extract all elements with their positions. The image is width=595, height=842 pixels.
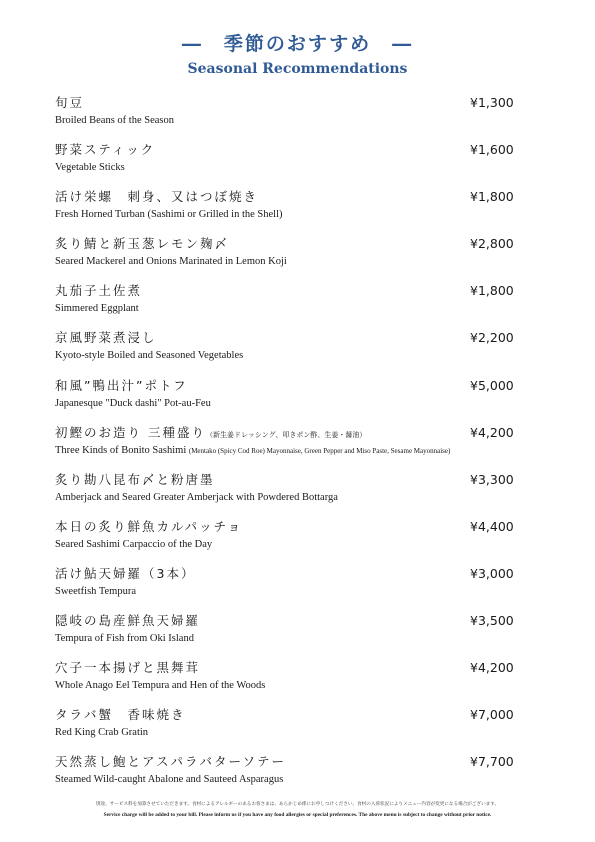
item-price: ¥3,000: [470, 565, 514, 581]
item-price: ¥7,000: [470, 707, 514, 723]
menu-item-anago-tempura: [54, 659, 546, 706]
item-name-jp: 穴子一本揚げと黒舞茸: [55, 660, 201, 676]
menu-footer: [0, 800, 595, 821]
item-name-jp: 隠岐の島産鮮魚天婦羅: [55, 613, 201, 629]
menu-item-oki-tempura: [54, 612, 546, 659]
item-price: ¥1,800: [470, 189, 514, 205]
item-name-jp: 炙り鯖と新玉葱レモン麹〆: [55, 236, 230, 252]
item-name-jp: タラバ蟹 香味焼き: [55, 707, 186, 723]
item-name-jp: 和風”鴨出汁”ポトフ: [55, 377, 188, 393]
item-price: ¥2,800: [470, 236, 514, 252]
item-name-en: Vegetable Sticks: [55, 162, 125, 174]
item-price: ¥4,200: [470, 424, 514, 440]
menu-item-abalone: [54, 753, 546, 800]
item-price: ¥1,300: [470, 95, 514, 110]
item-price: ¥3,300: [470, 471, 514, 487]
item-name-en: Red King Crab Gratin: [55, 727, 149, 739]
menu-item-king-crab: [54, 706, 546, 753]
item-price: ¥7,700: [470, 754, 514, 770]
item-name-jp: 本日の炙り鮮魚カルパッチョ: [55, 518, 243, 534]
item-name-en: Tempura of Fish from Oki Island: [55, 633, 194, 645]
menu-item-carpaccio: [54, 518, 546, 565]
menu-item-vegetable-sticks: [54, 141, 546, 188]
menu-item-beans: [54, 94, 546, 141]
item-name-en: Kyoto-style Boiled and Seasoned Vegetables: [55, 350, 244, 362]
menu-item-duck-pot-au-feu: [54, 377, 546, 424]
item-name-jp: 活け鮎天婦羅（3本）: [55, 565, 196, 581]
item-price: ¥5,000: [470, 377, 514, 393]
footer-note-jp: 別途、サービス料を加算させていただきます。食材によるアレルギーのあるお客さまは、あらかじめ係にお申しつけください。食材の入荷状況によりメニュー内容が変更になる場合がございます。: [95, 802, 500, 807]
item-name-en: Steamed Wild-caught Abalone and Sauteed Asparagus: [55, 774, 284, 786]
item-price: ¥4,200: [470, 660, 514, 676]
page-title-jp: ― 季節のおすすめ ―: [181, 33, 414, 55]
item-name-en: Broiled Beans of the Season: [55, 115, 174, 126]
menu-item-bonito-sashimi: [54, 424, 546, 471]
menu-item-kyoto-vegetables: [54, 329, 546, 376]
item-name-jp: 活け栄螺 刺身、又はつぼ焼き: [55, 189, 259, 205]
item-price: ¥1,600: [470, 142, 514, 158]
item-name-jp: 野菜スティック: [55, 142, 156, 158]
item-note-en: (Mentako (Spicy Cod Roe) Mayonnaise, Green Pepper and Miso Paste, Sesame Mayonnaise): [188, 446, 451, 455]
item-name-jp: 京風野菜煮浸し: [55, 330, 157, 346]
item-name-jp: 初鰹のお造り 三種盛り（新生姜ドレッシング、叩きポン酢、生姜・醤油）: [55, 424, 367, 440]
item-name-en: Whole Anago Eel Tempura and Hen of the Woods: [55, 680, 266, 692]
item-name-en: Seared Sashimi Carpaccio of the Day: [55, 538, 213, 550]
menu-item-sweetfish-tempura: [54, 565, 546, 612]
item-name-en: Seared Mackerel and Onions Marinated in Lemon Koji: [55, 256, 287, 268]
menu-item-seared-mackerel: [54, 235, 546, 282]
menu-header: [0, 28, 595, 78]
item-name-en: Amberjack and Seared Greater Amberjack with Powdered Bottarga: [55, 491, 338, 503]
item-name-en: Fresh Horned Turban (Sashimi or Grilled in the Shell): [55, 209, 283, 221]
item-name-en: Sweetfish Tempura: [55, 585, 137, 597]
menu-item-amberjack: [54, 471, 546, 518]
item-name-jp: 丸茄子土佐煮: [55, 283, 143, 299]
page-title-en: Seasonal Recommendations: [187, 61, 408, 77]
item-price: ¥2,200: [470, 330, 514, 346]
item-price: ¥4,400: [470, 518, 514, 534]
item-name-jp: 旬豆: [55, 95, 85, 110]
item-name-en: Three Kinds of Bonito Sashimi (Mentako (Spicy Cod Roe) Mayonnaise, Green Pepper and Miso Paste, Sesame Mayonnaise): [55, 444, 451, 456]
item-price: ¥1,800: [470, 283, 514, 299]
item-name-jp: 天然蒸し鮑とアスパラバターソテー: [55, 754, 287, 770]
item-name-en: Simmered Eggplant: [55, 303, 139, 315]
item-note-jp: （新生姜ドレッシング、叩きポン酢、生姜・醤油）: [205, 430, 367, 439]
item-name-en: Japanesque "Duck dashi" Pot-au-Feu: [55, 397, 211, 409]
item-name-jp: 炙り勘八昆布〆と粉唐墨: [55, 471, 215, 487]
item-price: ¥3,500: [470, 613, 514, 629]
menu-list: [54, 94, 546, 800]
footer-note-en: Service charge will be added to your bill. Please inform us if you have any food allergies or special preferences. The above menu is subject to change without prior notice.: [103, 812, 492, 818]
menu-item-horned-turban: [54, 188, 546, 235]
menu-item-eggplant: [54, 282, 546, 329]
